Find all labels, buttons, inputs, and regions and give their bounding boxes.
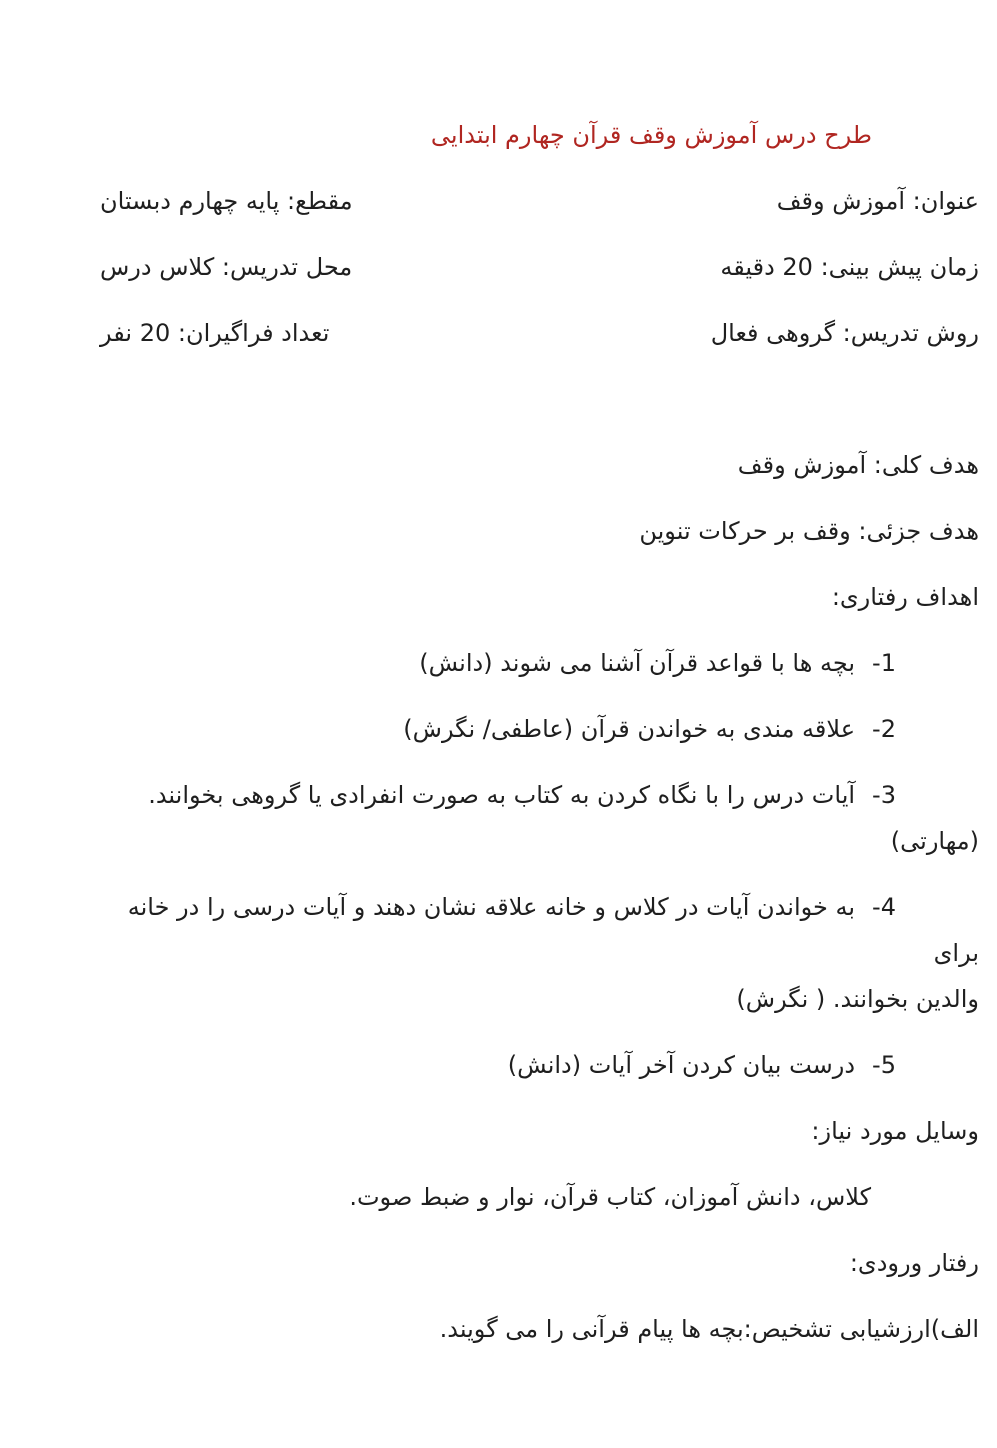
objective-text: بچه ها با قواعد قرآن آشنا می شوند (دانش) — [419, 649, 856, 677]
objective-text: علاقه مندی به خواندن قرآن (عاطفی/ نگرش) — [403, 715, 856, 743]
partial-goal: هدف جزئی: وقف بر حرکات تنوین — [639, 517, 979, 545]
blank-line — [100, 376, 979, 422]
materials-text: کلاس، دانش آموزان، کتاب قرآن، نوار و ضبط صوت. — [349, 1183, 871, 1211]
general-goal: هدف کلی: آموزش وقف — [737, 451, 979, 479]
behavioral-goals-header: اهداف رفتاری: — [831, 583, 979, 611]
objective-number: 4- — [872, 893, 896, 921]
objective-number: 3- — [872, 781, 896, 809]
objective-number: 2- — [872, 715, 896, 743]
page-title: طرح درس آموزش وقف قرآن چهارم ابتدایی — [430, 121, 872, 149]
objective-item-5 — [100, 1042, 979, 1088]
meta-level: مقطع: پایه چهارم دبستان — [100, 187, 353, 215]
objective-text-continuation: والدین بخوانند. ( نگرش) — [736, 985, 979, 1013]
meta-row-time-location — [100, 244, 979, 290]
objective-number: 5- — [872, 1051, 896, 1079]
meta-row-title-level — [100, 178, 979, 224]
entry-behavior-text: الف)ارزشیابی تشخیص:بچه ها پیام قرآنی را می گویند. — [439, 1315, 979, 1343]
meta-learner-count: تعداد فراگیران: 20 نفر — [100, 319, 330, 347]
objective-text: آیات درس را با نگاه کردن به کتاب به صورت انفرادی یا گروهی بخوانند. (مهارتی) — [148, 781, 979, 855]
materials-header: وسایل مورد نیاز: — [811, 1117, 979, 1145]
meta-expected-time: زمان پیش بینی: 20 دقیقه — [720, 253, 979, 281]
objective-item-3 — [100, 772, 979, 864]
objective-item-1 — [100, 640, 979, 686]
objective-item-4 — [100, 884, 979, 1022]
objective-text: درست بیان کردن آخر آیات (دانش) — [507, 1051, 856, 1079]
objective-number: 1- — [872, 649, 896, 677]
meta-row-method-learners — [100, 310, 979, 356]
objective-item-2 — [100, 706, 979, 752]
entry-behavior-header: رفتار ورودی: — [849, 1249, 979, 1277]
meta-teaching-method: روش تدریس: گروهی فعال — [710, 319, 979, 347]
meta-title: عنوان: آموزش وقف — [776, 187, 979, 215]
meta-teaching-location: محل تدریس: کلاس درس — [100, 253, 353, 281]
objective-text: به خواندن آیات در کلاس و خانه علاقه نشان دهند و آیات درسی را در خانه برای — [127, 893, 979, 967]
